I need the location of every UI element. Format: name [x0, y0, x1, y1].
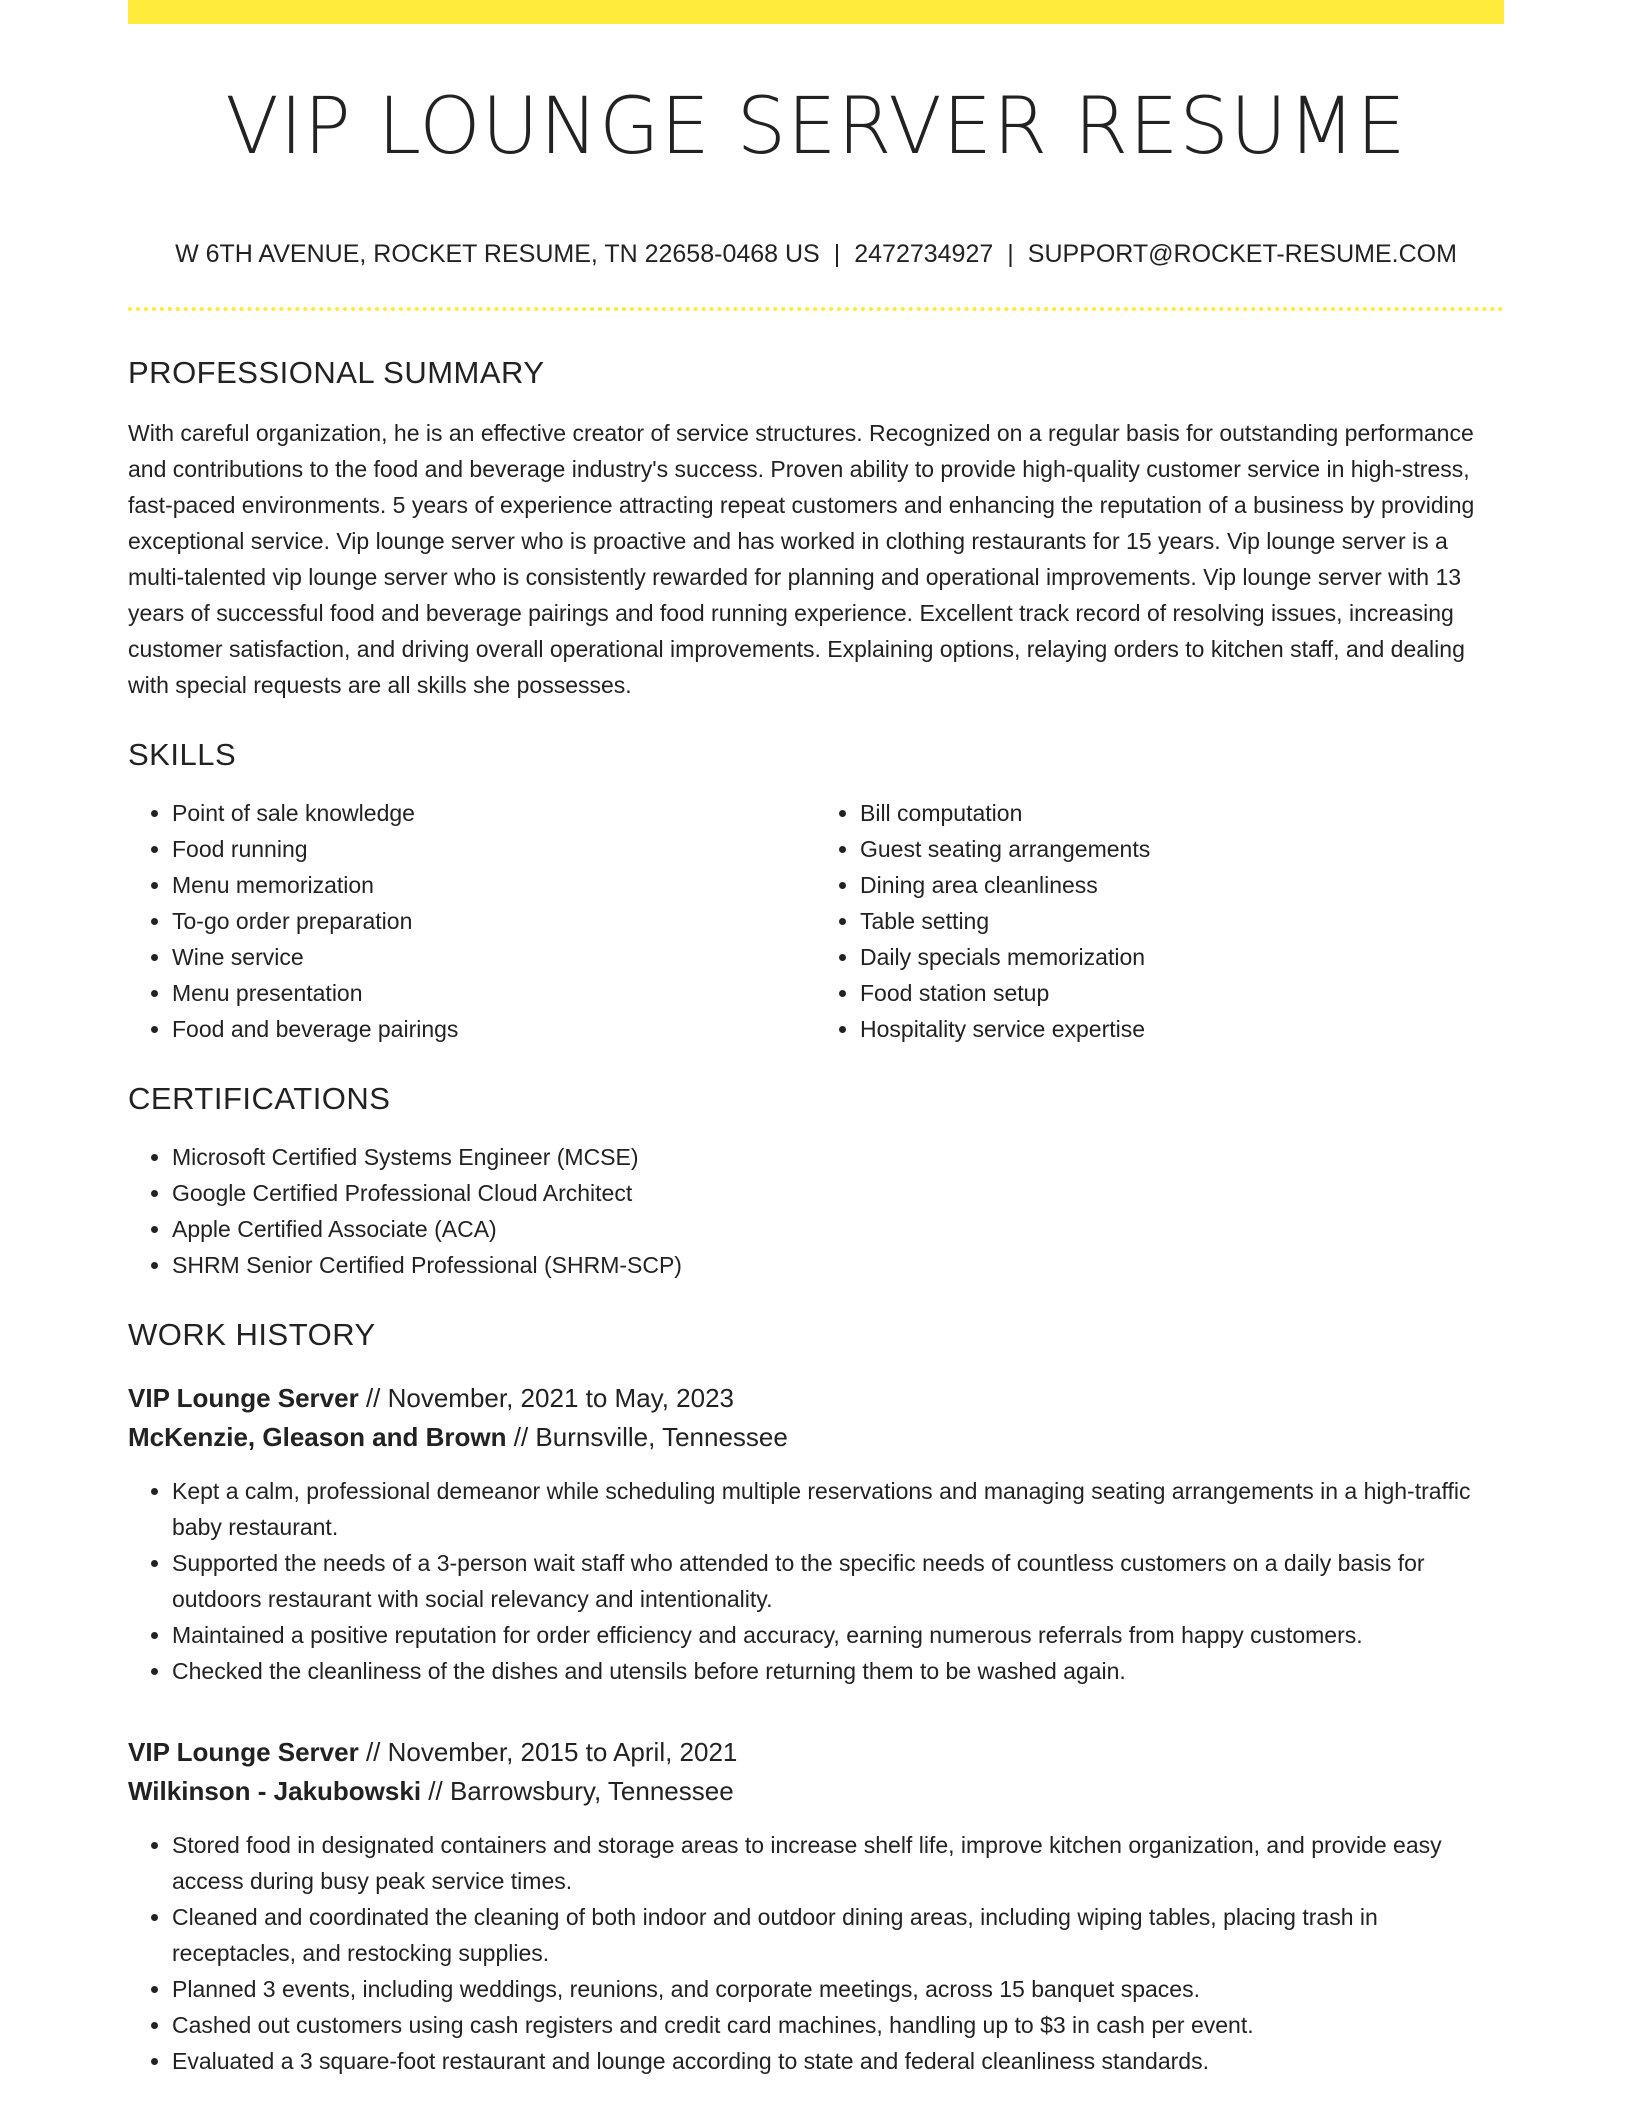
skills-section [128, 737, 1504, 1047]
certifications-section [128, 1081, 1504, 1283]
job-bullet: • Evaluated a 3 square-foot restaurant and lounge according to state and federal cleanliness standards. [172, 2043, 1504, 2079]
job-company: Wilkinson - Jakubowski [128, 1776, 422, 1806]
work-history-heading: WORK HISTORY [128, 1317, 376, 1352]
job-title: VIP Lounge Server [128, 1737, 359, 1767]
job-dates: // November, 2015 to April, 2021 [358, 1737, 738, 1767]
certification-item: • Microsoft Certified Systems Engineer (MCSE) [172, 1139, 1504, 1175]
skill-item: • Food and beverage pairings [172, 1011, 816, 1047]
skill-item: • Daily specials memorization [860, 939, 1504, 975]
job-bullets [128, 1827, 1504, 2079]
certifications-list [128, 1139, 1504, 1283]
certification-item: • SHRM Senior Certified Professional (SHRM-SCP) [172, 1247, 1504, 1283]
contact-line [128, 240, 1504, 269]
dotted-divider [128, 307, 1504, 311]
contact-separator: | [1007, 240, 1014, 268]
job-title-line [128, 1733, 1504, 1772]
certification-item: • Apple Certified Associate (ACA) [172, 1211, 1504, 1247]
skill-item: • Point of sale knowledge [172, 795, 816, 831]
job-bullet: • Checked the cleanliness of the dishes and utensils before returning them to be washed again. [172, 1653, 1504, 1689]
job-bullets [128, 1473, 1504, 1689]
job-company-line [128, 1772, 1504, 1811]
job-dates: // November, 2021 to May, 2023 [358, 1383, 735, 1413]
job-location: // Barrowsbury, Tennessee [421, 1776, 734, 1806]
job-entry [128, 1733, 1504, 2079]
accent-top-bar [128, 0, 1504, 24]
skill-item: • Table setting [860, 903, 1504, 939]
job-bullet: • Planned 3 events, including weddings, reunions, and corporate meetings, across 15 banquet spaces. [172, 1971, 1504, 2007]
job-title: VIP Lounge Server [128, 1383, 359, 1413]
summary-section [128, 355, 1504, 703]
contact-address: W 6TH AVENUE, ROCKET RESUME, TN 22658-0468 US [175, 240, 820, 268]
skill-item: • Hospitality service expertise [860, 1011, 1504, 1047]
contact-separator: | [833, 240, 841, 268]
skills-columns [128, 795, 1504, 1047]
skill-item: • To-go order preparation [172, 903, 816, 939]
certifications-heading: CERTIFICATIONS [128, 1081, 391, 1116]
certification-item: • Google Certified Professional Cloud Architect [172, 1175, 1504, 1211]
skill-item: • Dining area cleanliness [860, 867, 1504, 903]
work-history-section [128, 1317, 1504, 2079]
skill-item: • Wine service [172, 939, 816, 975]
summary-heading: PROFESSIONAL SUMMARY [128, 355, 545, 390]
page-title: VIP LOUNGE SERVER RESUME [225, 82, 1407, 172]
skill-item: • Menu memorization [172, 867, 816, 903]
job-bullet: • Maintained a positive reputation for order efficiency and accuracy, earning numerous referrals from happy customers. [172, 1617, 1504, 1653]
skill-item: • Food station setup [860, 975, 1504, 1011]
skill-item: • Guest seating arrangements [860, 831, 1504, 867]
skill-item: • Menu presentation [172, 975, 816, 1011]
job-bullet: • Stored food in designated containers and storage areas to increase shelf life, improve kitchen organization, and provide easy access during busy peak service times. [172, 1827, 1504, 1899]
skills-heading: SKILLS [128, 737, 237, 772]
job-bullet: • Kept a calm, professional demeanor while scheduling multiple reservations and managing seating arrangements in a high-traffic baby restaurant. [172, 1473, 1504, 1545]
skill-item: • Food running [172, 831, 816, 867]
job-location: // Burnsville, Tennessee [506, 1422, 788, 1452]
job-company-line [128, 1418, 1504, 1457]
summary-text: With careful organization, he is an effective creator of service structures. Recognized on a regular basis for outstanding performance and contributions to the food and beverage industry's success. Proven ability to provide high-quality customer service in high-stress, fast-paced environments. 5 years of experience attracting repeat customers and enhancing the reputation of a business by providing exceptional service. Vip lounge server who is proactive and has worked in clothing restaurants for 15 years. Vip lounge server is a multi-talented vip lounge server who is consistently rewarded for planning and operational improvements. Vip lounge server with 13 years of successful food and beverage pairings and food running experience. Excellent track record of resolving issues, increasing customer satisfaction, and driving overall operational improvements. Explaining options, relaying orders to kitchen staff, and dealing with special requests are all skills she possesses. [128, 420, 1475, 698]
skill-item: • Bill computation [860, 795, 1504, 831]
skills-list-left [128, 795, 816, 1047]
skills-list-right [816, 795, 1504, 1047]
resume-page [128, 0, 1504, 2079]
contact-phone: 2472734927 [854, 240, 994, 268]
contact-email: SUPPORT@ROCKET-RESUME.COM [1027, 240, 1457, 268]
job-bullet: • Supported the needs of a 3-person wait staff who attended to the specific needs of countless customers on a daily basis for outdoors restaurant with social relevancy and intentionality. [172, 1545, 1504, 1617]
job-entry [128, 1379, 1504, 1689]
job-bullet: • Cleaned and coordinated the cleaning of both indoor and outdoor dining areas, including wiping tables, placing trash in receptacles, and restocking supplies. [172, 1899, 1504, 1971]
job-bullet: • Cashed out customers using cash registers and credit card machines, handling up to $3 in cash per event. [172, 2007, 1504, 2043]
job-company: McKenzie, Gleason and Brown [128, 1422, 507, 1452]
job-title-line [128, 1379, 1504, 1418]
